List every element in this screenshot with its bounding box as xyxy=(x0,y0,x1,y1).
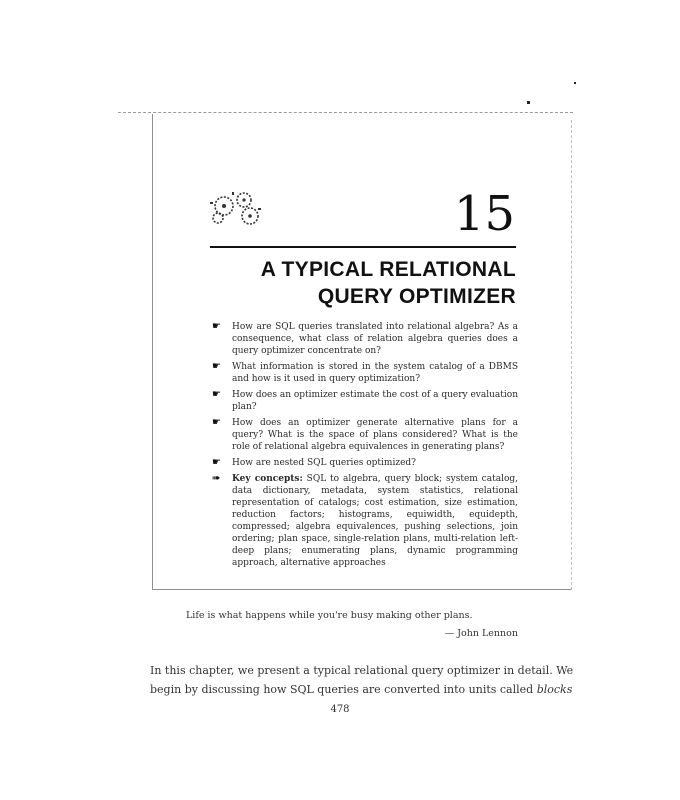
arrow-bullet-icon: ➠ xyxy=(212,473,221,484)
pointing-hand-icon: ☛ xyxy=(212,389,221,400)
epigraph-author: — John Lennon xyxy=(444,628,518,639)
question-item xyxy=(212,417,518,453)
body-line xyxy=(150,680,573,699)
chapter-title-line: QUERY OPTIMIZER xyxy=(317,285,516,308)
pointing-hand-icon: ☛ xyxy=(212,417,221,428)
chapter-questions-list xyxy=(212,321,518,573)
frame-top-rule xyxy=(118,112,573,113)
question-text: How does an optimizer estimate the cost of a query evaluation plan? xyxy=(232,390,518,412)
body-paragraph xyxy=(150,661,574,699)
question-item xyxy=(212,389,518,413)
frame-bottom-rule xyxy=(152,589,572,590)
key-concepts-text: SQL to algebra, query block; system catalog, data dictionary, metadata, system statistics, relational representation of catalogs; cost estimation, size estimation, reduction factors; histograms, equiwidth, equidepth, compressed; algebra equivalences, pushing selections, join ordering; plan space, single-relation plans, multi-relation left-deep plans; enumerating plans, dynamic programming approach, alternative approaches xyxy=(232,474,518,568)
question-text: How are nested SQL queries optimized? xyxy=(232,458,416,468)
gears-icon xyxy=(206,188,268,228)
scan-speck xyxy=(574,82,576,84)
page-number: 478 xyxy=(330,704,350,715)
question-item xyxy=(212,457,518,469)
key-concepts-label: Key concepts: xyxy=(232,474,303,484)
pointing-hand-icon: ☛ xyxy=(212,457,221,468)
chapter-number: 15 xyxy=(453,186,515,242)
chapter-title-rule xyxy=(210,246,516,248)
frame-left-rule xyxy=(152,114,153,590)
frame-right-rule xyxy=(571,120,572,590)
key-concepts-item xyxy=(212,473,518,569)
body-line: In this chapter, we present a typical relational query optimizer in detail. We xyxy=(150,664,574,677)
question-text: How are SQL queries translated into relational algebra? As a consequence, what class of relation algebra queries does a query optimizer concentrate on? xyxy=(232,322,518,356)
body-emphasis: blocks xyxy=(536,683,573,696)
chapter-title xyxy=(176,256,516,310)
question-item xyxy=(212,361,518,385)
epigraph-quote: Life is what happens while you're busy making other plans. xyxy=(186,610,473,621)
scan-speck xyxy=(527,101,530,104)
pointing-hand-icon: ☛ xyxy=(212,321,221,332)
body-line-text: begin by discussing how SQL queries are converted into units called xyxy=(150,683,537,696)
chapter-title-line: A TYPICAL RELATIONAL xyxy=(260,258,516,281)
question-text: What information is stored in the system catalog of a DBMS and how is it used in query optimization? xyxy=(232,362,518,384)
question-item xyxy=(212,321,518,357)
question-text: How does an optimizer generate alternative plans for a query? What is the space of plans considered? What is the role of relational algebra equivalences in generating plans? xyxy=(232,418,518,452)
pointing-hand-icon: ☛ xyxy=(212,361,221,372)
